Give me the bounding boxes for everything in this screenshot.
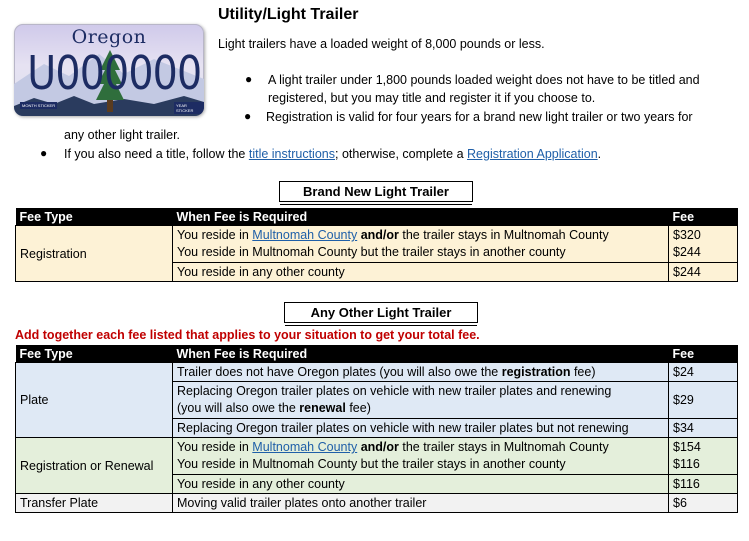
fee-type-cell: Registration or Renewal bbox=[16, 438, 173, 494]
bullet-1-line-1: A light trailer under 1,800 pounds loaded weight does not have to be titled and bbox=[268, 73, 700, 87]
condition-text: (you will also owe the bbox=[177, 401, 300, 415]
plate-number: U000000 bbox=[27, 46, 202, 100]
month-sticker-label: MONTH STICKER bbox=[22, 103, 56, 108]
table-row bbox=[16, 363, 738, 382]
header-when: When Fee is Required bbox=[173, 208, 669, 226]
fee-value: $244 bbox=[673, 245, 701, 259]
fee-cell: $29 bbox=[669, 382, 738, 419]
condition-cell bbox=[173, 382, 669, 419]
header-fee-type: Fee Type bbox=[16, 208, 173, 226]
fee-type-cell: Plate bbox=[16, 363, 173, 438]
condition-cell: Moving valid trailer plates onto another trailer bbox=[173, 494, 669, 513]
bullet-3-text: If you also need a title, follow the bbox=[64, 147, 249, 161]
condition-cell bbox=[173, 226, 669, 263]
any-other-heading: Any Other Light Trailer bbox=[284, 302, 478, 323]
table-header-row bbox=[16, 345, 738, 363]
bullet-icon: ● bbox=[244, 109, 252, 123]
condition-line bbox=[177, 439, 664, 456]
bullet-text-1 bbox=[268, 71, 700, 107]
bullet-icon: ● bbox=[40, 146, 48, 160]
condition-text: the trailer stays in Multnomah County bbox=[398, 440, 609, 454]
table-row bbox=[16, 438, 738, 475]
fee-cell bbox=[669, 226, 738, 263]
bullet-2-line-2: any other light trailer. bbox=[64, 128, 181, 142]
fee-value: $116 bbox=[673, 457, 700, 471]
header-when: When Fee is Required bbox=[173, 345, 669, 363]
fee-cell: $244 bbox=[669, 263, 738, 282]
total-fee-warning: Add together each fee listed that applies to your situation to get your total fee. bbox=[15, 328, 480, 342]
condition-cell bbox=[173, 438, 669, 475]
condition-text: fee) bbox=[345, 401, 371, 415]
brand-new-fee-table bbox=[15, 208, 738, 282]
condition-bold: and/or bbox=[357, 440, 399, 454]
multnomah-county-link[interactable]: Multnomah County bbox=[252, 228, 358, 242]
table-row bbox=[16, 226, 738, 263]
condition-line: You reside in Multnomah County but the trailer stays in another county bbox=[177, 245, 566, 259]
condition-line bbox=[177, 227, 664, 244]
fee-value: $154 bbox=[673, 440, 701, 454]
fee-cell bbox=[669, 438, 738, 475]
condition-bold: and/or bbox=[357, 228, 399, 242]
bullet-3-text-mid: ; otherwise, complete a bbox=[335, 147, 468, 161]
multnomah-county-link[interactable]: Multnomah County bbox=[252, 440, 358, 454]
condition-bold: registration bbox=[501, 365, 571, 379]
fee-type-cell: Registration bbox=[16, 226, 173, 282]
header-fee: Fee bbox=[669, 208, 738, 226]
condition-line: You reside in Multnomah County but the trailer stays in another county bbox=[177, 457, 566, 471]
any-other-fee-table bbox=[15, 345, 738, 513]
condition-bold: renewal bbox=[299, 401, 346, 415]
condition-text: fee) bbox=[570, 365, 596, 379]
fee-cell: $6 bbox=[669, 494, 738, 513]
condition-line: Replacing Oregon trailer plates on vehicle with new trailer plates and renewing bbox=[177, 384, 612, 398]
condition-text: Trailer does not have Oregon plates (you will also owe the bbox=[177, 365, 502, 379]
oregon-license-plate-image bbox=[14, 24, 204, 116]
condition-cell: You reside in any other county bbox=[173, 263, 669, 282]
page-title: Utility/Light Trailer bbox=[218, 6, 359, 23]
year-sticker-label: YEAR STICKER bbox=[174, 102, 204, 114]
condition-line bbox=[177, 400, 664, 417]
brand-new-heading: Brand New Light Trailer bbox=[279, 181, 473, 202]
bullet-text-3 bbox=[64, 145, 601, 163]
registration-application-link[interactable]: Registration Application bbox=[467, 147, 598, 161]
bullet-1-line-2: registered, but you may title and register it if you choose to. bbox=[268, 91, 596, 105]
fee-type-cell: Transfer Plate bbox=[16, 494, 173, 513]
fee-value: $320 bbox=[673, 228, 701, 242]
fee-cell: $24 bbox=[669, 363, 738, 382]
condition-text: the trailer stays in Multnomah County bbox=[398, 228, 609, 242]
condition-text: You reside in bbox=[177, 228, 253, 242]
table-header-row bbox=[16, 208, 738, 226]
table-row bbox=[16, 494, 738, 513]
plate-state-name: Oregon bbox=[71, 26, 147, 48]
fee-cell: $34 bbox=[669, 419, 738, 438]
condition-cell: Replacing Oregon trailer plates on vehicle with new trailer plates but not renewing bbox=[173, 419, 669, 438]
bullet-icon: ● bbox=[245, 72, 253, 86]
intro-text: Light trailers have a loaded weight of 8,000 pounds or less. bbox=[218, 37, 545, 51]
title-instructions-link[interactable]: title instructions bbox=[248, 147, 335, 161]
condition-cell: You reside in any other county bbox=[173, 475, 669, 494]
bullet-2-line-1: Registration is valid for four years for a brand new light trailer or two years for bbox=[266, 110, 693, 124]
bullet-3-text-end: . bbox=[597, 147, 602, 161]
condition-cell bbox=[173, 363, 669, 382]
header-fee-type: Fee Type bbox=[16, 345, 173, 363]
header-fee: Fee bbox=[669, 345, 738, 363]
condition-text: You reside in bbox=[177, 440, 253, 454]
fee-cell: $116 bbox=[669, 475, 738, 494]
